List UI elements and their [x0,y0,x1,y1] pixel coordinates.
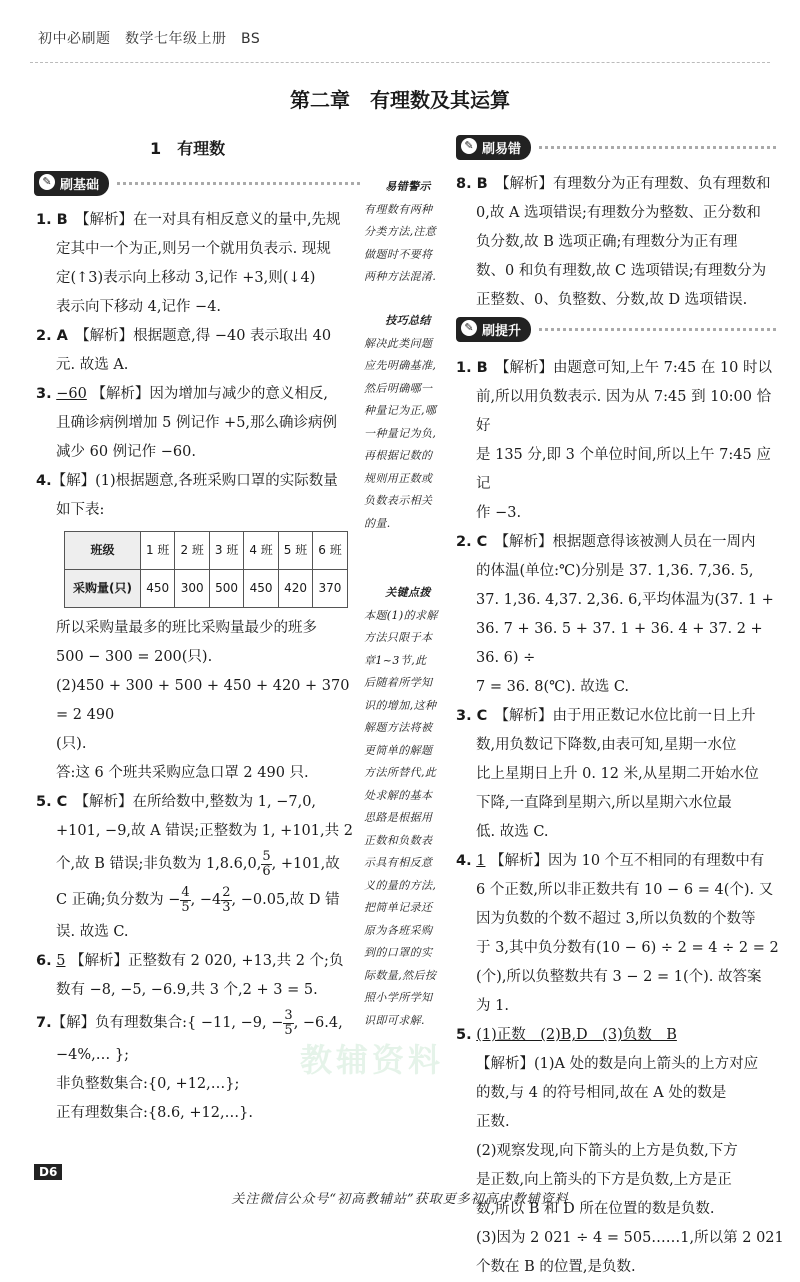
dotted-rule [539,328,776,331]
improve-3-line: 数,用负数记下降数,由表可知,星期一水位 [476,737,737,753]
table-header: 5 班 [278,532,312,570]
text-line: 识的增加,这种 [364,698,437,712]
answer-4-line: 如下表: [56,502,105,518]
text-line: 思路是根据用 [364,811,433,824]
improve-5 [456,1021,784,1050]
text-line: 做题时不要将 [364,247,433,261]
improve-3-line: 低. 故选 C. [476,824,549,840]
text-line: 解决此类问题 [364,336,433,350]
text-line: { −11, −9, − [187,1015,284,1031]
text-line: 应先明确基准, [364,359,437,372]
table-cell: 300 [175,570,209,608]
text-line: 【解】负有理数集合: [51,1015,187,1031]
answer-4 [36,467,360,496]
improve-3 [456,702,784,731]
left-column [36,206,360,1128]
text-line: 1. B [456,360,488,376]
text-line: 7. [36,1015,52,1031]
text-line: 把简单记录还 [364,901,433,914]
text-line: 有理数有两种 [364,202,433,216]
side-note-title: 关键点拨 [385,586,431,599]
answer-1-line: 表示向下移动 4,记作 −4. [56,299,222,315]
text-line: 再根据记数的 [364,449,433,462]
answer-4-line: 500 − 300 = 200(只). [56,649,213,665]
text-line: 【解析】因为 10 个互不相同的有理数中有 [490,853,765,869]
answer-8-line: 0,故 A 选项错误;有理数分为整数、正分数和 [476,205,761,221]
fraction [180,886,190,915]
improve-1-line: 是 135 分,即 3 个单位时间,所以上午 7:45 应记 [476,447,771,492]
text-line: 一种量记为负, [364,426,437,440]
answer-5-line: +101, −9,故 A 错误;正整数为 1, +101,共 2 [56,823,353,839]
improve-4 [456,847,784,876]
text-line: 【解析】由于用正数记水位比前一日上升 [501,708,756,724]
page-number: D6 [34,1164,62,1180]
text-line: 3. [36,386,52,402]
text-line: 【解析】在一对具有相反意义的量中,先规 [82,212,341,228]
improve-5-line: 是正数,向上箭头的下方是负数,上方是正 [476,1172,732,1188]
table-header: 班级 [65,532,141,570]
text-line: 原为各班采购 [364,923,433,937]
text-line: 4. [456,853,472,869]
answer-6-line: 数有 −8, −5, −6.9,共 3 个,2 + 3 = 5. [56,982,318,998]
text-line: 负数表示相关 [364,494,433,507]
answer-4-line: (2)450 + 300 + 500 + 450 + 420 + 370 = 2 490 [56,678,350,723]
text-line: 个,故 B 错误;非负数为 1,8.6,0, [56,856,262,872]
text-line: 5. C [36,794,68,810]
answer-3-line: 且确诊病例增加 5 例记作 +5,那么确诊病例 [56,415,338,431]
running-header: 初中必刷题 数学七年级上册 BS [38,31,261,47]
text-line: 【解析】在所给数中,整数为 1, −7,0, [81,794,317,810]
table-header: 2 班 [175,532,209,570]
text-line: 正数和负数表 [364,833,433,847]
improve-2-line: 的体温(单位:℃)分别是 37. 1,36. 7,36. 5, [476,563,754,579]
chapter-title: 第二章 有理数及其运算 [290,88,510,112]
answer-1 [36,206,360,235]
header-divider [30,62,770,63]
side-note-error [364,176,452,289]
text-line: 示具有相反意 [364,856,433,869]
fraction [283,1009,293,1038]
answer-2 [36,322,360,351]
badge-basic-label: 刷基础 [60,177,100,193]
improve-2 [456,528,784,557]
improve-1-line: 前,所以用负数表示. 因为从 7:45 到 10:00 恰好 [476,389,772,434]
answer-1-line: 定(↑3)表示向上移动 3,记作 +3,则(↓4) [56,270,316,286]
table-cell: 370 [313,570,347,608]
answer-8 [456,170,784,199]
improve-2-line: 37. 1,36. 4,37. 2,36. 6,平均体温为(37. 1 + [476,592,774,608]
text-line: 4. [36,473,52,489]
table-cell: 420 [278,570,312,608]
text-line: 本题(1)的求解 [364,608,438,622]
text-line: 两种方法混淆. [364,270,437,283]
table-row [65,570,348,608]
text-line: 4 [181,884,190,900]
text-line: 3. C [456,708,488,724]
answer-5 [36,788,360,817]
text-line: 8. B [456,176,488,192]
text-line: 【解析】根据题意得该被测人员在一周内 [501,534,756,550]
text-line: 的量. [364,516,391,530]
purchase-table [64,531,348,608]
answer-3 [36,380,360,409]
answer-7-line: 正有理数集合:{8.6, +12,…}. [56,1105,253,1121]
fraction [261,850,271,879]
text-line: 方法所替代,此 [364,766,437,779]
text-line: 【解析】因为增加与减少的意义相反, [91,386,329,402]
text-line: 【解析】有理数分为正有理数、负有理数和 [502,176,771,192]
improve-4-line: 因为负数的个数不超过 3,所以负数的个数等 [476,911,756,927]
answer-5-line: 误. 故选 C. [56,924,129,940]
badge-improve-label: 刷提升 [482,323,522,339]
answer-8-line: 数、0 和负有理数,故 C 选项错误;有理数分为 [476,263,767,279]
answer-2-line: 元. 故选 A. [56,357,129,373]
text-line: 3 [284,1007,293,1023]
text-line: , −0.05,故 D 错 [231,892,340,908]
fraction [221,886,231,915]
text-line: 5. [456,1027,472,1043]
text-line: 5 [284,1022,293,1038]
improve-4-line: (个),所以负整数共有 3 − 2 = 1(个). 故答案 [476,969,762,985]
text-line: C 正确;负分数为 − [56,892,181,908]
text-line: 5 [262,848,271,864]
improve-4-line: 为 1. [476,998,509,1014]
table-cell: 450 [244,570,278,608]
text-line: , −6.4, [293,1015,343,1031]
answer-1-line: 定其中一个为正,则另一个就用负表示. 现规 [56,241,331,257]
side-note-title: 易错警示 [385,180,431,193]
text-line: 5 [181,899,190,915]
table-header: 3 班 [209,532,243,570]
improve-5-line: 的数,与 4 的符号相同,故在 A 处的数是 [476,1085,727,1101]
improve-2-line: 7 = 36. 8(℃). 故选 C. [476,679,630,695]
text-line: 解题方法将被 [364,721,433,734]
text-line: , −4 [190,892,222,908]
table-row [65,532,348,570]
text-line: 【解析】根据题意,得 −40 表示取出 40 [82,328,332,344]
text-line: 章1~3节,此 [364,653,427,667]
text-line: −60 [56,386,87,402]
text-line: 2 [222,884,231,900]
pen-icon: ✎ [461,138,477,154]
answer-6 [36,947,360,976]
right-column-top [456,170,784,315]
badge-error [456,134,776,160]
text-line: 义的量的方法, [364,878,437,892]
text-line: 更简单的解题 [364,743,433,757]
answer-7-line: 非负整数集合:{0, +12,…}; [56,1076,240,1092]
text-line: 方法只限于本 [364,631,433,644]
side-note-tip [364,310,452,535]
text-line: 【解析】正整数有 2 020, +13,共 2 个;负 [70,953,344,969]
text-line: 种量记为正,哪 [364,404,437,417]
improve-2-line: 36. 7 + 36. 5 + 37. 1 + 36. 4 + 37. 2 + 36. 6) ÷ [476,621,763,666]
answer-3-line: 减少 60 例记作 −60. [56,444,196,460]
text-line: 然后明确哪一 [364,381,433,395]
side-note-key [364,582,452,1032]
improve-5-line: (2)观察发现,向下箭头的上方是负数,下方 [476,1143,738,1159]
improve-5-line: (3)因为 2 021 ÷ 4 = 505……1,所以第 2 021 [476,1230,784,1246]
text-line: 3 [222,899,231,915]
section-title: 1 有理数 [150,139,226,158]
text-line: 到的口罩的实 [364,946,433,959]
text-line: (1)正数 (2)B,D (3)负数 B [476,1027,677,1043]
text-line: 际数量,然后按 [364,968,437,982]
improve-4-line: 6 个正数,所以非正数共有 10 − 6 = 4(个). 又 [476,882,774,898]
improve-3-line: 下降,一直降到星期六,所以星期六水位最 [476,795,732,811]
badge-error-label: 刷易错 [482,141,522,157]
text-line: 处求解的基本 [364,788,433,802]
improve-5-line: 正数. [476,1114,510,1130]
text-line: , +101,故 [271,856,340,872]
table-row-label: 采购量(只) [65,570,141,608]
text-line: 后随着所学知 [364,676,433,689]
table-cell: 450 [140,570,174,608]
text-line: 5 [56,953,66,969]
side-note-title: 技巧总结 [385,314,431,327]
improve-5-line: 【解析】(1)A 处的数是向上箭头的上方对应 [476,1056,759,1072]
badge-basic [34,170,360,196]
improve-3-line: 比上星期日上升 0. 12 米,从星期二开始水位 [476,766,759,782]
table-header: 4 班 [244,532,278,570]
text-line: 【解】(1)根据题意,各班采购口罩的实际数量 [51,473,338,489]
table-cell: 500 [209,570,243,608]
watermark: 教辅资料 [300,1041,445,1079]
right-column-bottom [456,354,784,1282]
text-line: 1 [476,853,486,869]
answer-4-line: 所以采购量最多的班比采购量最少的班多 [56,620,317,636]
footer-note: 关注微信公众号“初高教辅站”获取更多初高中教辅资料 [231,1192,569,1207]
answer-8-line: 正整数、0、负整数、分数,故 D 选项错误. [476,292,748,308]
text-line: 分类方法,注意 [364,225,437,238]
text-line: 照小学所学知 [364,991,433,1004]
text-line: 2. C [456,534,488,550]
answer-5-line [36,882,360,918]
improve-4-line: 于 3,其中负分数有(10 − 6) ÷ 2 = 4 ÷ 2 = 2 [476,940,779,956]
answer-7 [36,1005,360,1041]
improve-1-line: 作 −3. [476,505,522,521]
text-line: 6. [36,953,52,969]
answer-4-line: 答:这 6 个班共采购应急口罩 2 490 只. [56,765,309,781]
dotted-rule [539,146,776,149]
badge-improve [456,316,776,342]
dotted-rule [117,182,360,185]
text-line: 识即可求解. [364,1013,425,1027]
improve-1 [456,354,784,383]
pen-icon: ✎ [461,320,477,336]
table-header: 1 班 [140,532,174,570]
text-line: 6 [262,863,271,879]
answer-4-line: (只). [56,736,87,752]
table-header: 6 班 [313,532,347,570]
improve-5-line: 个数在 B 的位置,是负数. [476,1259,636,1275]
answer-5-line [36,846,360,882]
answer-7-line: −4%,… }; [56,1047,129,1063]
pen-icon: ✎ [39,174,55,190]
text-line: 1. B [36,212,68,228]
answer-8-line: 负分数,故 B 选项正确;有理数分为正有理 [476,234,738,250]
improve-5-line: 数,所以 B 和 D 所在位置的数是负数. [476,1201,715,1217]
text-line: 规则用正数或 [364,471,433,485]
text-line: 【解析】由题意可知,上午 7:45 在 10 时以 [502,360,773,376]
text-line: 2. A [36,328,68,344]
